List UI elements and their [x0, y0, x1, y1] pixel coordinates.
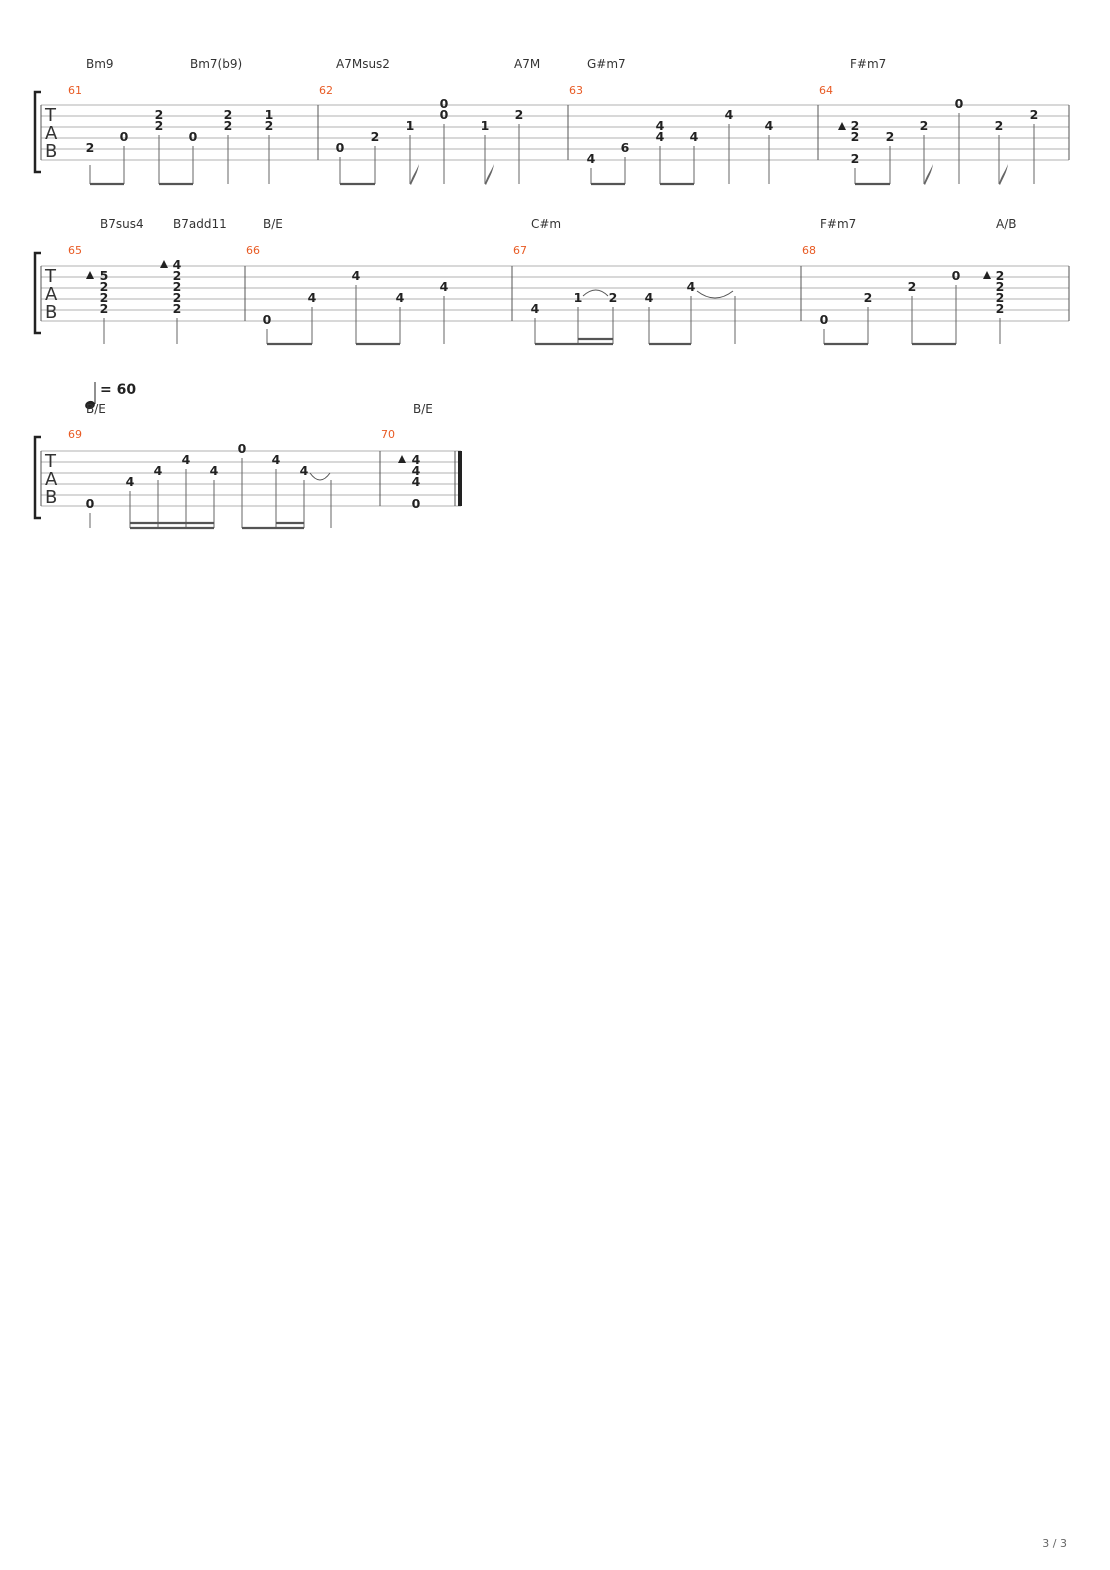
svg-text:4: 4	[764, 118, 774, 133]
svg-text:0: 0	[237, 441, 247, 456]
tab-clef-t: T	[45, 105, 56, 126]
svg-text:4: 4	[125, 474, 135, 489]
tab-clef-a: A	[45, 284, 58, 305]
measure-number: 63	[569, 84, 583, 97]
svg-text:0: 0	[439, 107, 449, 122]
system-bracket	[35, 437, 41, 518]
svg-text:2: 2	[907, 279, 917, 294]
svg-text:4: 4	[271, 452, 281, 467]
svg-text:1: 1	[405, 118, 415, 133]
svg-text:1: 1	[573, 290, 583, 305]
svg-text:0: 0	[439, 96, 449, 111]
svg-text:2: 2	[223, 118, 233, 133]
tab-clef-t: T	[45, 266, 56, 287]
tie-arcs	[583, 290, 733, 298]
svg-text:0: 0	[188, 129, 198, 144]
svg-text:2: 2	[919, 118, 929, 133]
tab-clef-b: B	[45, 302, 58, 323]
svg-text:4: 4	[395, 290, 405, 305]
svg-text:2: 2	[608, 290, 618, 305]
svg-text:4: 4	[153, 463, 163, 478]
svg-text:4: 4	[586, 151, 596, 166]
svg-text:0: 0	[951, 268, 961, 283]
system-3	[35, 382, 461, 528]
svg-text:2: 2	[995, 268, 1005, 283]
svg-text:0: 0	[411, 496, 421, 511]
chord-label: F#m7	[820, 217, 857, 231]
svg-text:2: 2	[99, 279, 109, 294]
measure-number: 62	[319, 84, 333, 97]
svg-text:4: 4	[724, 107, 734, 122]
chord-label: G#m7	[587, 57, 626, 71]
fret-numbers	[86, 441, 421, 511]
svg-text:2: 2	[850, 129, 860, 144]
measure-number: 66	[246, 244, 260, 257]
svg-text:0: 0	[85, 496, 95, 511]
accent-marks	[398, 455, 406, 463]
svg-text:4: 4	[299, 463, 309, 478]
svg-text:2: 2	[995, 301, 1005, 316]
measure-number: 61	[68, 84, 82, 97]
chord-label: C#m	[531, 217, 562, 231]
svg-text:0: 0	[819, 312, 829, 327]
chord-label: B7add11	[173, 217, 227, 231]
tab-clef-b: B	[45, 487, 58, 508]
svg-text:2: 2	[264, 118, 274, 133]
svg-text:5: 5	[99, 268, 109, 283]
svg-text:4: 4	[411, 474, 421, 489]
fret-numbers	[100, 257, 1005, 327]
chord-label: A7Msus2	[336, 57, 390, 71]
tab-clef-t: T	[45, 451, 56, 472]
svg-text:4: 4	[644, 290, 654, 305]
chord-label: Bm7(b9)	[190, 57, 243, 71]
page-number: 3 / 3	[1042, 1537, 1067, 1550]
accent-marks	[838, 122, 846, 130]
svg-text:4: 4	[411, 452, 421, 467]
svg-text:2: 2	[995, 279, 1005, 294]
svg-text:0: 0	[954, 96, 964, 111]
svg-text:2: 2	[154, 107, 164, 122]
measure-number: 67	[513, 244, 527, 257]
accent-marks	[86, 260, 991, 279]
chord-label: F#m7	[850, 57, 887, 71]
svg-text:2: 2	[223, 107, 233, 122]
svg-text:0: 0	[262, 312, 272, 327]
svg-text:2: 2	[1029, 107, 1039, 122]
barlines	[41, 451, 455, 506]
note-beams	[130, 523, 304, 528]
measure-number: 64	[819, 84, 833, 97]
svg-text:2: 2	[85, 140, 95, 155]
staff-lines	[41, 451, 461, 506]
svg-text:4: 4	[181, 452, 191, 467]
note-beams	[267, 339, 956, 344]
svg-text:2: 2	[994, 118, 1004, 133]
svg-text:4: 4	[351, 268, 361, 283]
measure-number: 65	[68, 244, 82, 257]
svg-text:2: 2	[370, 129, 380, 144]
chord-label: A/B	[996, 217, 1017, 231]
svg-text:2: 2	[172, 301, 182, 316]
svg-text:2: 2	[172, 279, 182, 294]
svg-text:4: 4	[411, 463, 421, 478]
system-bracket	[35, 92, 41, 172]
chord-label: A7M	[514, 57, 541, 71]
svg-text:2: 2	[850, 151, 860, 166]
svg-text:2: 2	[885, 129, 895, 144]
system-2	[35, 217, 1069, 344]
svg-text:4: 4	[689, 129, 699, 144]
svg-text:4: 4	[655, 129, 665, 144]
svg-text:4: 4	[439, 279, 449, 294]
measure-number: 70	[381, 428, 395, 441]
chord-label: B/E	[413, 402, 433, 416]
svg-text:4: 4	[209, 463, 219, 478]
system-bracket	[35, 253, 41, 333]
svg-text:6: 6	[620, 140, 630, 155]
chord-label: B7sus4	[100, 217, 144, 231]
system-1	[35, 57, 1069, 185]
svg-text:4: 4	[530, 301, 540, 316]
svg-text:4: 4	[655, 118, 665, 133]
svg-text:4: 4	[307, 290, 317, 305]
svg-text:2: 2	[99, 301, 109, 316]
svg-text:1: 1	[264, 107, 274, 122]
measure-number: 69	[68, 428, 82, 441]
tab-clef-b: B	[45, 141, 58, 162]
svg-text:0: 0	[119, 129, 129, 144]
tie-arcs	[310, 473, 330, 480]
tab-clef-a: A	[45, 469, 58, 490]
note-flags	[410, 164, 1008, 185]
tempo-bpm: = 60	[100, 382, 137, 398]
svg-text:2: 2	[154, 118, 164, 133]
measure-number: 68	[802, 244, 816, 257]
svg-text:2: 2	[99, 290, 109, 305]
svg-text:2: 2	[172, 268, 182, 283]
svg-text:2: 2	[863, 290, 873, 305]
svg-text:2: 2	[172, 290, 182, 305]
chord-label: B/E	[86, 402, 106, 416]
svg-text:2: 2	[850, 118, 860, 133]
svg-text:4: 4	[172, 257, 182, 272]
svg-text:4: 4	[686, 279, 696, 294]
svg-text:1: 1	[480, 118, 490, 133]
svg-text:2: 2	[995, 290, 1005, 305]
chord-label: Bm9	[86, 57, 114, 71]
svg-text:0: 0	[335, 140, 345, 155]
tab-clef-a: A	[45, 123, 58, 144]
svg-text:2: 2	[514, 107, 524, 122]
fret-numbers	[86, 96, 1039, 166]
chord-label: B/E	[263, 217, 283, 231]
